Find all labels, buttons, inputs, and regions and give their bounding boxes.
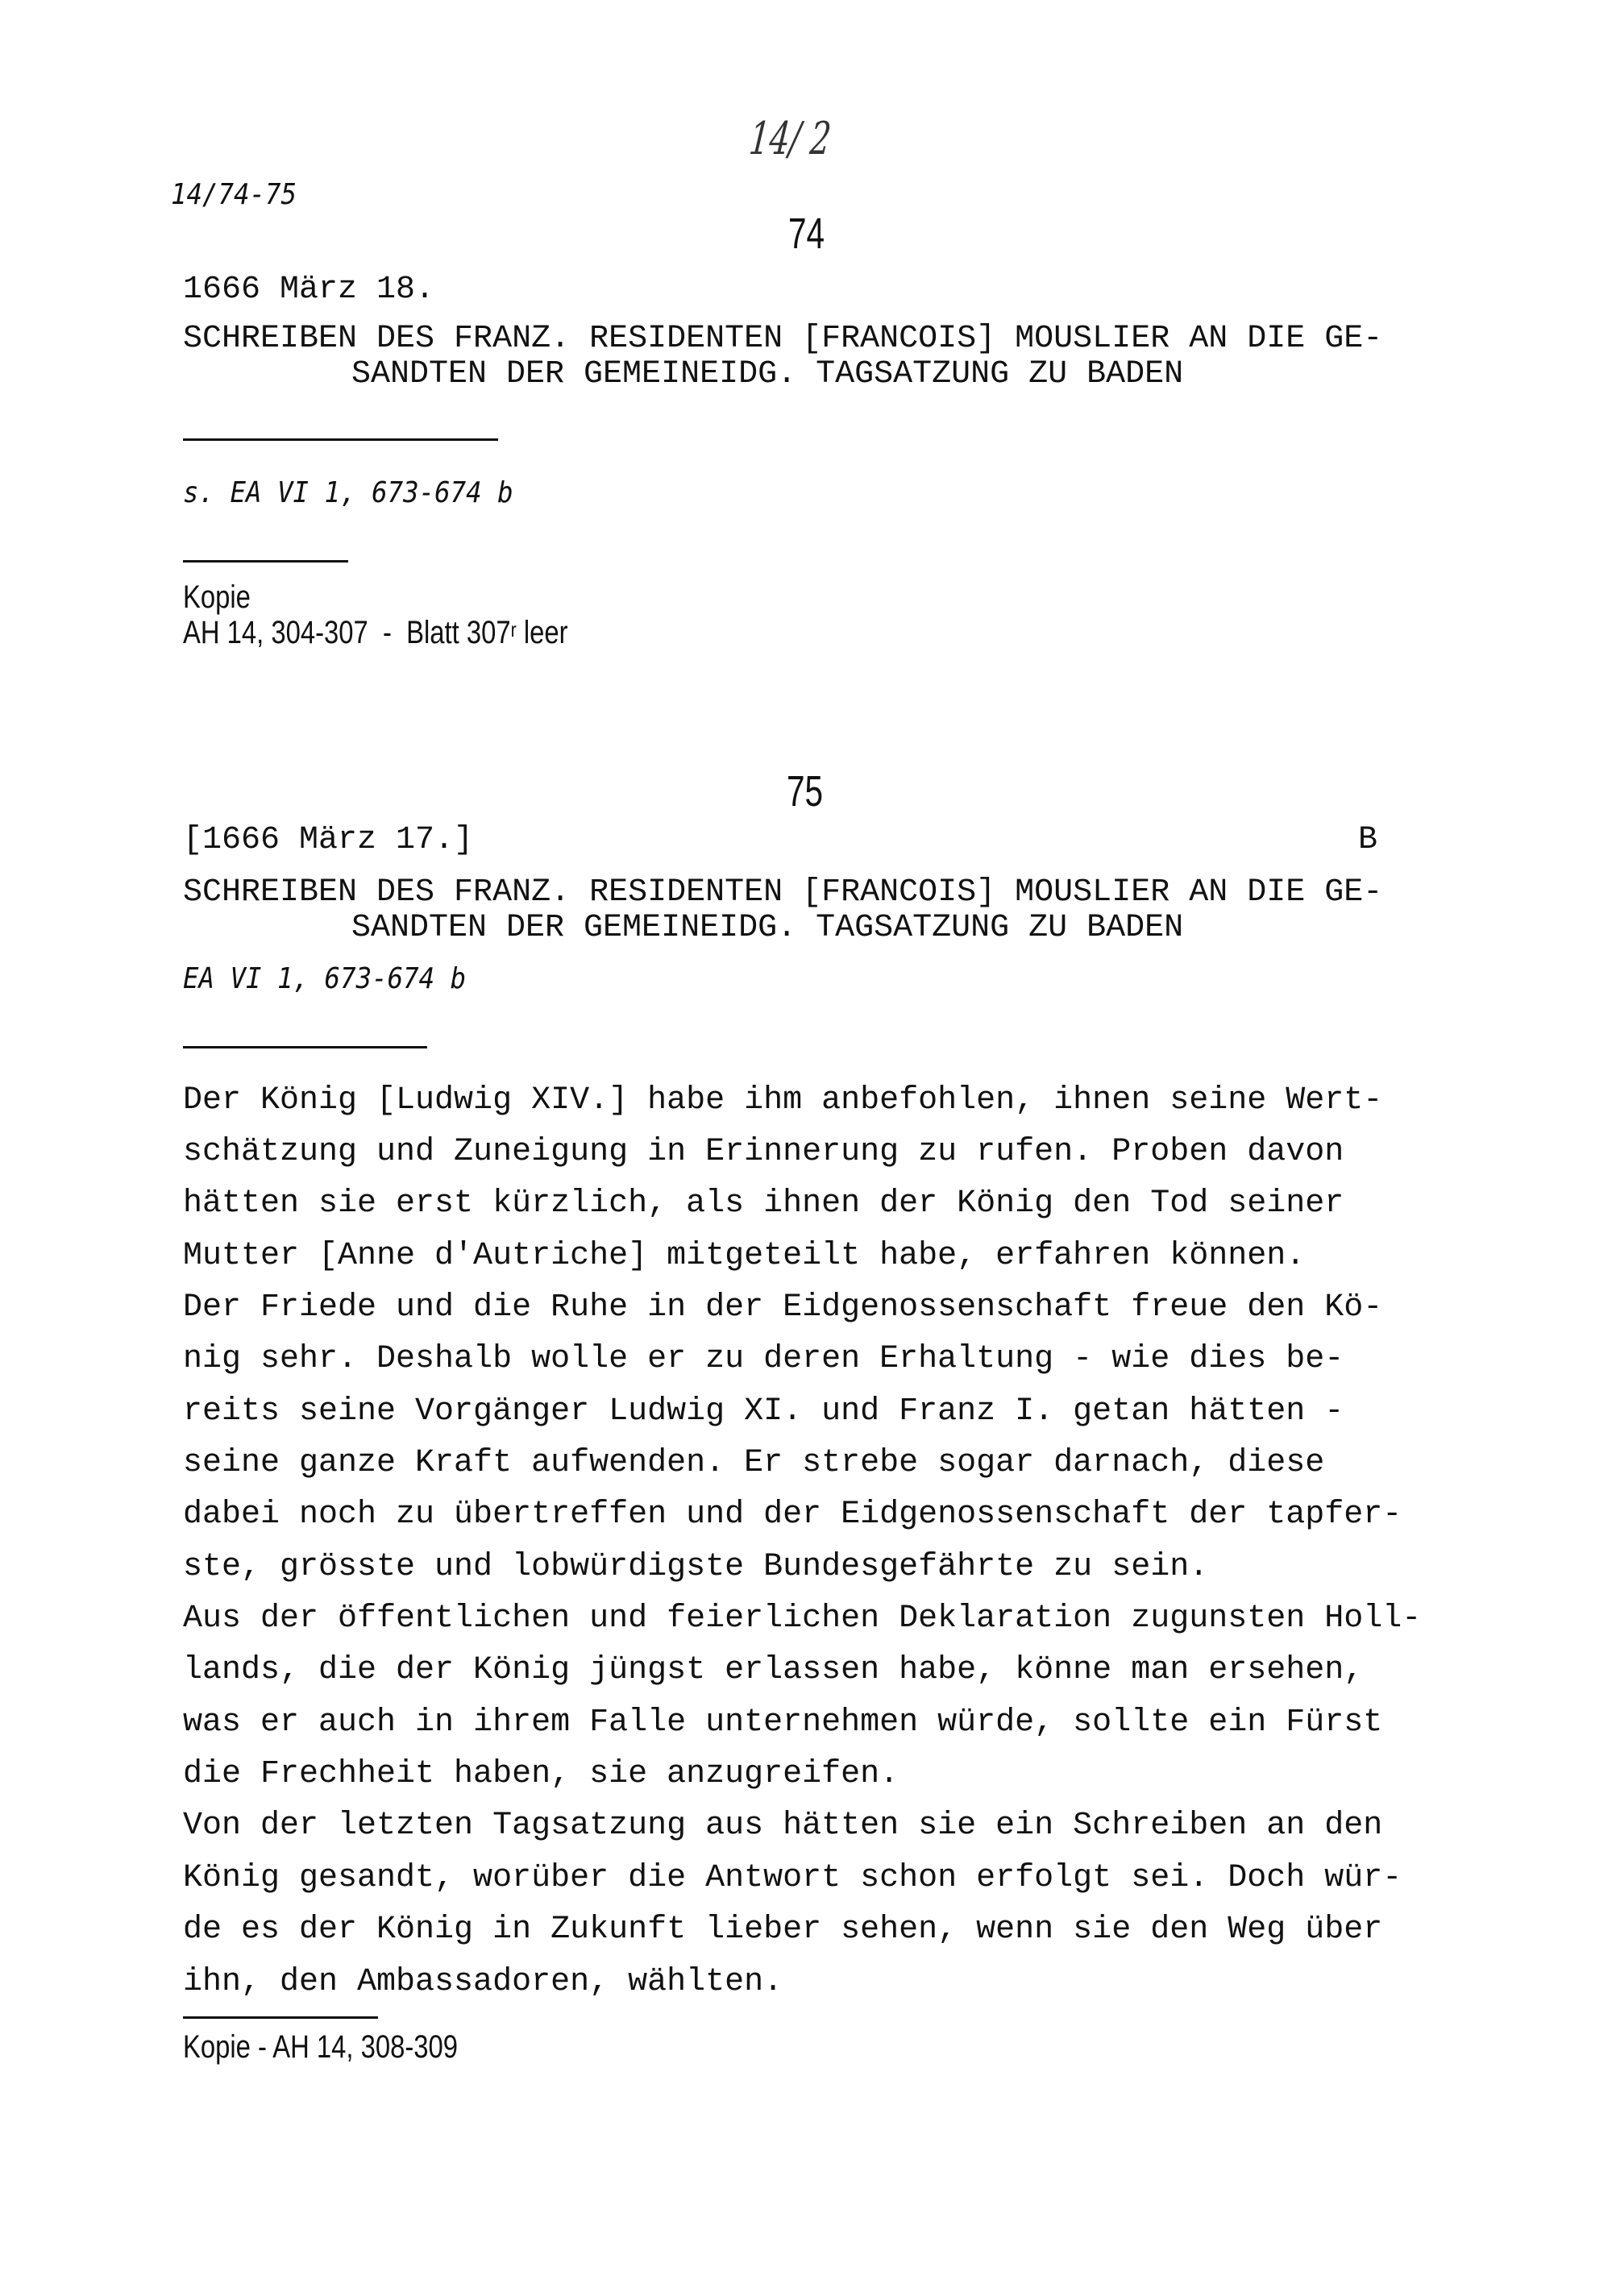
body-line: de es der König in Zukunft lieber sehen, wenn sie den Weg über <box>183 1912 1383 1948</box>
document-74-copy-label: Kopie <box>183 579 251 615</box>
source-tail: leer <box>516 615 568 650</box>
document-74-title-line1: SCHREIBEN DES FRANZ. RESIDENTEN [FRANCOIS] MOUSLIER AN DIE GE- <box>183 321 1383 357</box>
document-75-title-line2: SANDTEN DER GEMEINEIDG. TAGSATZUNG ZU BADEN <box>351 910 1184 946</box>
divider <box>183 560 348 563</box>
body-line: schätzung und Zuneigung in Erinnerung zu rufen. Proben davon <box>183 1134 1344 1170</box>
document-74-reference: s. EA VI 1, 673-674 b <box>183 476 513 509</box>
body-line: ihn, den Ambassadoren, wählten. <box>183 1964 783 2000</box>
document-75-marker: B <box>1358 822 1378 858</box>
body-line: Aus der öffentlichen und feierlichen Deklaration zugunsten Holl- <box>183 1601 1422 1637</box>
document-number-75: 75 <box>787 767 824 816</box>
body-line: König gesandt, worüber die Antwort schon erfolgt sei. Doch wür- <box>183 1860 1402 1896</box>
body-line: seine ganze Kraft aufwenden. Er strebe sogar darnach, diese <box>183 1445 1325 1481</box>
divider <box>183 2016 378 2019</box>
divider <box>183 1046 427 1048</box>
body-line: lands, die der König jüngst erlassen habe, könne man ersehen, <box>183 1652 1364 1688</box>
body-line: hätten sie erst kürzlich, als ihnen der König den Tod seiner <box>183 1185 1344 1222</box>
body-line: dabei noch zu übertreffen und der Eidgenossenschaft der tapfer- <box>183 1497 1402 1533</box>
body-line: Der Friede und die Ruhe in der Eidgenossenschaft freue den Kö- <box>183 1289 1383 1326</box>
source-text: AH 14, 304-307 - Blatt 307 <box>183 615 511 650</box>
body-line: ste, grösste und lobwürdigste Bundesgefährte zu sein. <box>183 1549 1209 1585</box>
body-line: reits seine Vorgänger Ludwig XI. und Franz I. getan hätten - <box>183 1393 1344 1430</box>
divider <box>183 438 498 441</box>
document-74-title-line2: SANDTEN DER GEMEINEIDG. TAGSATZUNG ZU BADEN <box>351 356 1184 392</box>
document-74-date: 1666 März 18. <box>183 272 435 308</box>
archive-reference: 14/74-75 <box>171 178 297 211</box>
document-75-source: Kopie - AH 14, 308-309 <box>183 2029 458 2065</box>
body-line: Von der letzten Tagsatzung aus hätten sie ein Schreiben an den <box>183 1808 1383 1844</box>
document-75-date: [1666 März 17.] <box>183 822 474 858</box>
body-line: was er auch in ihrem Falle unternehmen würde, sollte ein Fürst <box>183 1704 1383 1741</box>
body-line: die Frechheit haben, sie anzugreifen. <box>183 1756 899 1792</box>
body-line: nig sehr. Deshalb wolle er zu deren Erhaltung - wie dies be- <box>183 1341 1344 1377</box>
body-line: Der König [Ludwig XIV.] habe ihm anbefohlen, ihnen seine Wert- <box>183 1082 1383 1119</box>
document-74-source <box>183 607 568 658</box>
handwritten-folio-mark: 14/ 2 <box>746 113 833 165</box>
document-75-reference: EA VI 1, 673-674 b <box>183 962 467 995</box>
document-75-title-line1: SCHREIBEN DES FRANZ. RESIDENTEN [FRANCOIS] MOUSLIER AN DIE GE- <box>183 874 1383 911</box>
body-line: Mutter [Anne d'Autriche] mitgeteilt habe, erfahren können. <box>183 1238 1306 1274</box>
document-number-74: 74 <box>788 210 825 258</box>
recto-superscript: r <box>510 617 517 641</box>
